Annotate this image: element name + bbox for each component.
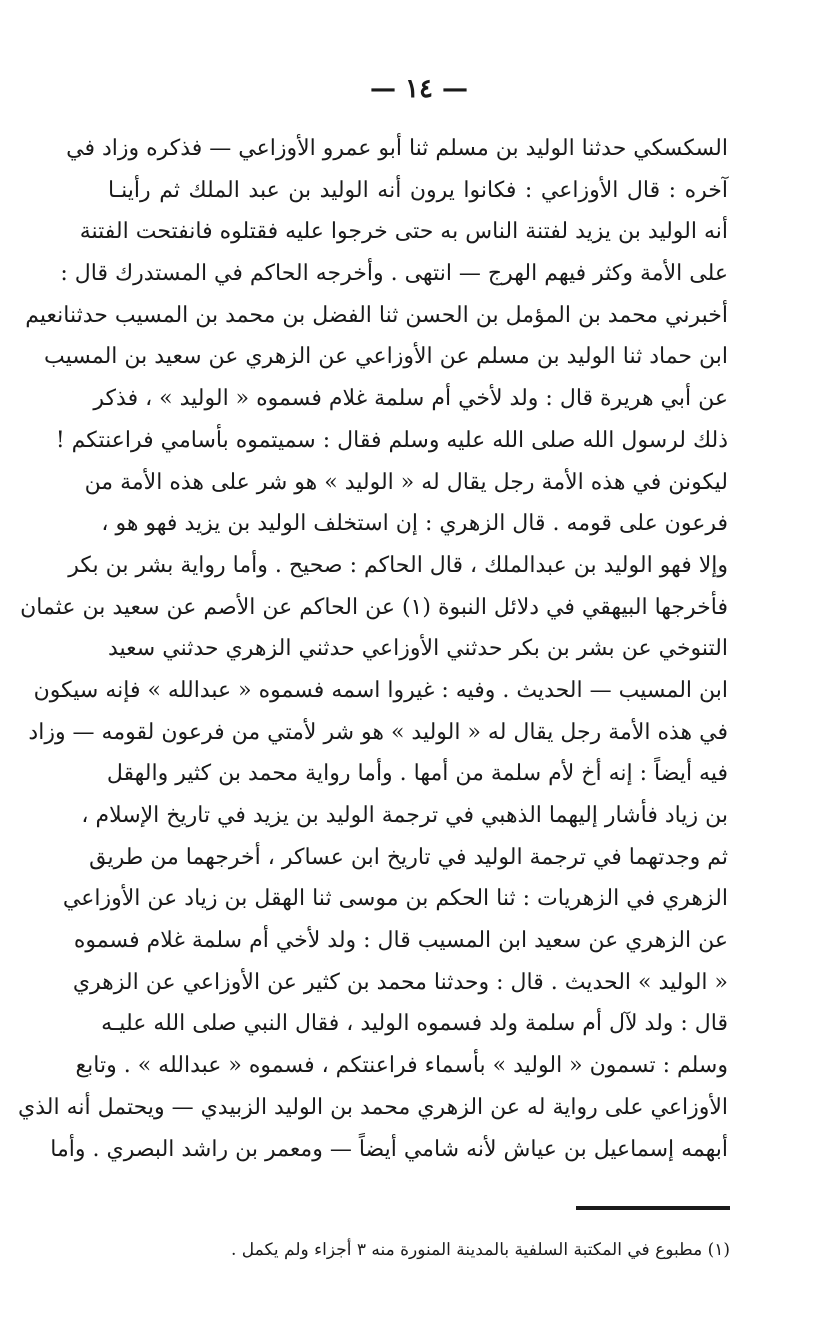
body-line: بن زياد فأشار إليهما الذهبي في ترجمة الوليد بن يزيد في تاريخ الإسلام ،	[81, 803, 728, 828]
body-line: ليكونن في هذه الأمة رجل يقال له « الوليد » هو شر على هذه الأمة من	[84, 469, 728, 495]
body-line: فيه أيضاً : إنه أخ لأم سلمة من أمها . وأما رواية محمد بن كثير والهقل	[106, 761, 728, 787]
body-line: ثم وجدتهما في ترجمة الوليد في تاريخ ابن عساكر ، أخرجهما من طريق	[89, 844, 728, 870]
body-text	[18, 128, 728, 1170]
body-line: في هذه الأمة رجل يقال له « الوليد » هو شر لأمتي من فرعون لقومه — وزاد	[28, 719, 728, 745]
body-line: على الأمة وكثر فيهم الهرج — انتهى . وأخرجه الحاكم في المستدرك قال :	[60, 261, 728, 287]
body-line: قال : ولد لآل أم سلمة ولد فسموه الوليد ، فقال النبي صلى الله عليـه	[101, 1011, 728, 1037]
body-line: فرعون على قومه . قال الزهري : إن استخلف الوليد بن يزيد فهو هو ،	[101, 511, 728, 537]
body-line: عن أبي هريرة قال : ولد لأخي أم سلمة غلام فسموه « الوليد » ، فذكر	[93, 386, 728, 412]
body-line: « الوليد » الحديث . قال : وحدثنا محمد بن كثير عن الأوزاعي عن الزهري	[72, 969, 728, 995]
body-line: السكسكي حدثنا الوليد بن مسلم ثنا أبو عمرو الأوزاعي — فذكره وزاد في	[66, 136, 728, 161]
body-line: أبهمه إسماعيل بن عياش لأنه شامي أيضاً — ومعمر بن راشد البصري . وأما	[50, 1136, 728, 1162]
body-line: الأوزاعي على رواية له عن الزهري محمد بن الوليد الزبيدي — ويحتمل أنه الذي	[18, 1094, 728, 1120]
body-line: ذلك لرسول الله صلى الله عليه وسلم فقال : سميتموه بأسامي فراعنتكم !	[55, 427, 728, 453]
body-line: أنه الوليد بن يزيد لفتنة الناس به حتى خرجوا عليه فقتلوه فانفتحت الفتنة	[79, 219, 728, 245]
body-line: وإلا فهو الوليد بن عبدالملك ، قال الحاكم : صحيح . وأما رواية بشر بن بكر	[68, 552, 728, 578]
body-line: أخبرني محمد بن المؤمل بن الحسن ثنا الفضل بن محمد بن المسيب حدثنانعيم	[25, 302, 728, 328]
body-line: عن الزهري عن سعيد ابن المسيب قال : ولد لأخي أم سلمة غلام فسموه	[73, 928, 728, 954]
body-line: آخره : قال الأوزاعي : فكانوا يرون أنه الوليد بن عبد الملك ثم رأينـا	[108, 177, 728, 203]
body-line: ابن حماد ثنا الوليد بن مسلم عن الأوزاعي عن الزهري عن سعيد بن المسيب	[44, 344, 728, 370]
body-line: وسلم : تسمون « الوليد » بأسماء فراعنتكم ، فسموه « عبدالله » . وتابع	[75, 1053, 728, 1079]
body-line: فأخرجها البيهقي في دلائل النبوة (١) عن الحاكم عن الأصم عن سعيد بن عثمان	[20, 594, 728, 620]
footnote-divider	[576, 1206, 730, 1210]
body-line: الزهري في الزهريات : ثنا الحكم بن موسى ثنا الهقل بن زياد عن الأوزاعي	[62, 886, 728, 912]
body-line: التنوخي عن بشر بن بكر حدثني الأوزاعي حدثني الزهري حدثني سعيد	[108, 636, 728, 662]
page-number: — ١٤ —	[369, 74, 469, 104]
body-line: ابن المسيب — الحديث . وفيه : غيروا اسمه فسموه « عبدالله » فإنه سيكون	[33, 677, 728, 703]
footnote: (١) مطبوع في المكتبة السلفية بالمدينة المنورة منه ٣ أجزاء ولم يكمل .	[230, 1240, 730, 1260]
